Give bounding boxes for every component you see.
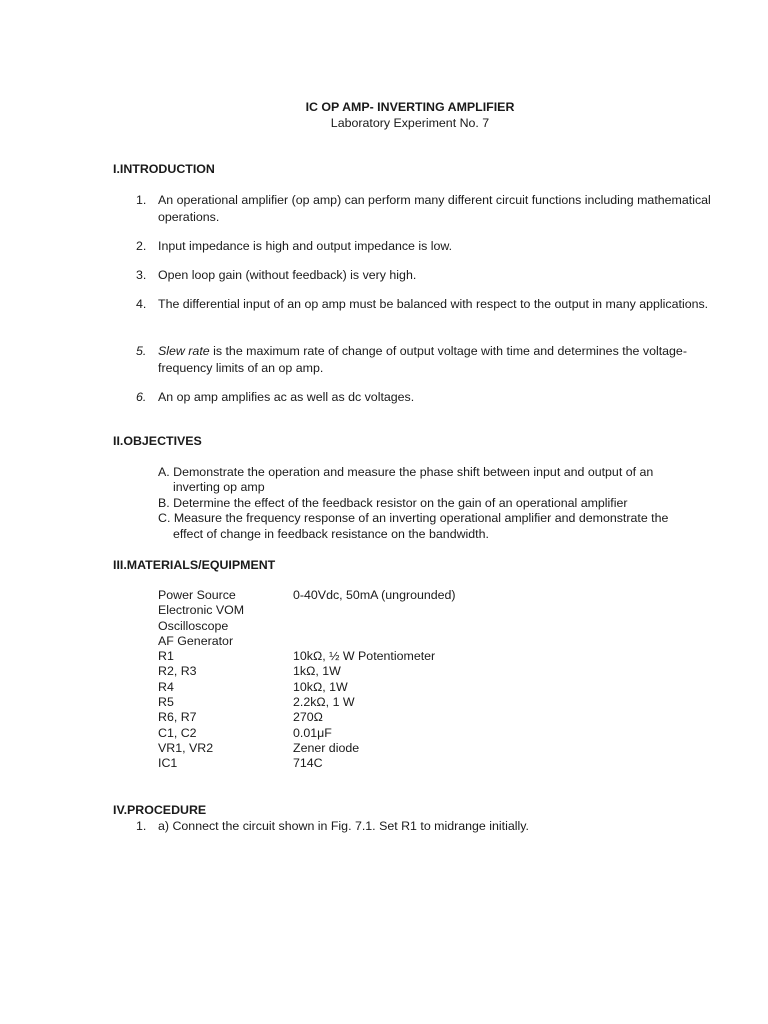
material-name: R1 <box>158 649 174 664</box>
material-row <box>158 649 558 664</box>
material-row <box>158 664 558 679</box>
material-name: VR1, VR2 <box>158 740 214 755</box>
document-title: IC OP AMP- INVERTING AMPLIFIER <box>305 100 515 114</box>
material-row <box>158 603 558 618</box>
intro-item <box>136 238 711 255</box>
slew-rate-definition: is the maximum rate of change of output voltage with time and determines the voltage-frequency limits of an op amp. <box>158 344 687 375</box>
intro-item-text: Open loop gain (without feedback) is very high. <box>158 268 417 282</box>
material-name: R6, R7 <box>158 710 197 725</box>
intro-item-number: 3. <box>136 268 147 282</box>
document-subtitle: Laboratory Experiment No. 7 <box>330 116 490 130</box>
material-row <box>158 634 558 649</box>
objective-item: B. Determine the effect of the feedback resistor on the gain of an operational amplifier <box>158 495 628 510</box>
material-row <box>158 680 558 695</box>
material-row <box>158 619 558 634</box>
material-spec: Zener diode <box>293 740 360 755</box>
intro-item-number: 2. <box>136 239 147 253</box>
material-spec: 0.01μF <box>293 725 332 740</box>
material-row <box>158 741 558 756</box>
material-row <box>158 756 558 771</box>
title-block <box>0 99 768 131</box>
intro-item-text: An operational amplifier (op amp) can perform many different circuit functions including mathematical operations. <box>158 193 711 224</box>
procedure-heading: IV.PROCEDURE <box>113 803 207 817</box>
material-row <box>158 710 558 725</box>
materials-list <box>158 588 558 772</box>
intro-item <box>136 267 711 284</box>
intro-item-text: Input impedance is high and output impedance is low. <box>158 239 453 253</box>
objective-item: A. Demonstrate the operation and measure the phase shift between input and output of an inverting op amp <box>158 465 654 495</box>
intro-item-number: 6. <box>136 390 147 404</box>
slew-rate-term: Slew rate <box>158 344 210 358</box>
intro-item-text: The differential input of an op amp must be balanced with respect to the output in many applications. <box>158 297 709 311</box>
material-row <box>158 695 558 710</box>
material-name: IC1 <box>158 756 178 771</box>
material-name: Electronic VOM <box>158 603 245 618</box>
intro-item-number: 4. <box>136 297 147 311</box>
intro-item-text: An op amp amplifies ac as well as dc voltages. <box>158 390 415 404</box>
intro-item <box>136 389 711 406</box>
material-name: AF Generator <box>158 633 234 648</box>
material-name: R4 <box>158 679 174 694</box>
material-row <box>158 726 558 741</box>
procedure-step-number: 1. <box>136 819 147 833</box>
procedure-step <box>136 818 696 834</box>
material-name: R5 <box>158 695 174 710</box>
material-name: R2, R3 <box>158 664 197 679</box>
objective-item: C. Measure the frequency response of an inverting operational amplifier and demonstrate the effect of change in feedback resistance on the bandwidth. <box>158 511 669 541</box>
material-name: C1, C2 <box>158 725 197 740</box>
material-spec: 0-40Vdc, 50mA (ungrounded) <box>293 588 456 602</box>
material-spec: 10kΩ, ½ W Potentiometer <box>293 649 436 664</box>
material-spec: 1kΩ, 1W <box>293 664 341 679</box>
intro-item-text <box>158 343 711 377</box>
materials-heading: III.MATERIALS/EQUIPMENT <box>113 558 276 572</box>
introduction-heading: I.INTRODUCTION <box>113 162 215 176</box>
material-name: Power Source <box>158 588 236 602</box>
intro-item <box>136 296 711 313</box>
objectives-list <box>158 465 678 542</box>
objectives-heading: II.OBJECTIVES <box>113 434 202 448</box>
material-name: Oscilloscope <box>158 618 229 633</box>
procedure-step-text: a) Connect the circuit shown in Fig. 7.1. Set R1 to midrange initially. <box>158 819 529 833</box>
intro-item-number: 5. <box>136 344 147 358</box>
intro-item <box>136 192 711 226</box>
intro-item <box>136 343 711 377</box>
intro-item-number: 1. <box>136 193 147 207</box>
material-spec: 270Ω <box>293 710 323 725</box>
material-row <box>158 588 558 603</box>
material-spec: 714C <box>293 756 323 771</box>
material-spec: 2.2kΩ, 1 W <box>293 695 355 710</box>
material-spec: 10kΩ, 1W <box>293 679 348 694</box>
